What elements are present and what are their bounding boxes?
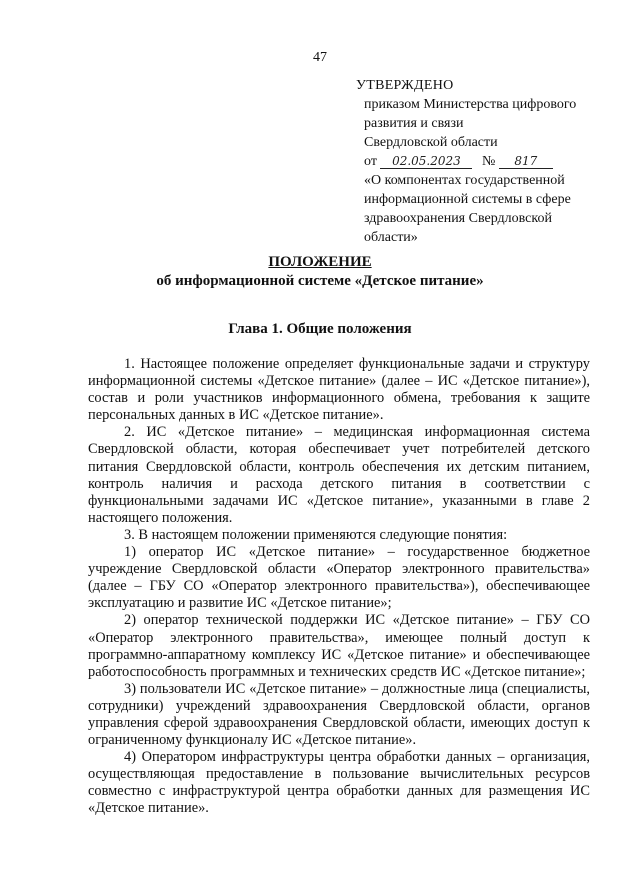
- approval-line: Свердловской области: [364, 135, 498, 150]
- document-subtitle: об информационной системе «Детское питание»: [156, 273, 484, 289]
- document-title: ПОЛОЖЕНИЕ: [268, 254, 372, 270]
- paragraph: 1. Настоящее положение определяет функциональные задачи и структуру информационной системы «Детское питание» (далее – ИС «Детское питание»), состав и роли участников информационного обмена, требования к защите персональных данных в ИС «Детское питание».: [88, 356, 590, 424]
- paragraph: 2) оператор технической поддержки ИС «Детское питание» – ГБУ СО «Оператор электронного правительства», имеющее полный доступ к программно-аппаратному комплексу ИС «Детское питание» и обеспечивающее работоспособность программных и технических средств ИС «Детское питание»;: [88, 612, 590, 680]
- paragraph: 3) пользователи ИС «Детское питание» – должностные лица (специалисты, сотрудники) учреждений здравоохранения Свердловской области, органов управления сферой здравоохранения Свердловской области, имеющих доступ к ограниченному функционалу ИС «Детское питание».: [88, 680, 590, 749]
- order-title-line: области»: [364, 230, 418, 245]
- date-prefix: от: [364, 154, 377, 169]
- order-title-line: «О компонентах государственной: [364, 173, 565, 188]
- approval-block: [356, 76, 596, 247]
- order-title-line: здравоохранения Свердловской: [364, 211, 552, 226]
- approval-title: УТВЕРЖДЕНО: [356, 78, 454, 93]
- handwritten-number: 817: [499, 154, 553, 169]
- paragraph: 2. ИС «Детское питание» – медицинская информационная система Свердловской области, которая обеспечивает учет потребителей детского питания Свердловской области, контроль обеспечения их детским питанием, контроль наличия и расхода детского питания в соответствии с функциональными задачами ИС «Детское питание», указанными в главе 2 настоящего положения.: [88, 424, 590, 526]
- document-body: [88, 356, 590, 818]
- order-title-line: информационной системы в сфере: [364, 192, 571, 207]
- handwritten-date: 02.05.2023: [380, 154, 472, 169]
- paragraph: 1) оператор ИС «Детское питание» – государственное бюджетное учреждение Свердловской области «Оператор электронного правительства» (далее – ГБУ СО «Оператор электронного правительства»), обеспечивающее эксплуатацию и развитие ИС «Детское питание»;: [88, 544, 590, 612]
- number-prefix: №: [481, 154, 496, 169]
- approval-line: развития и связи: [364, 116, 464, 131]
- approval-line: приказом Министерства цифрового: [364, 97, 577, 112]
- approval-date-line: [356, 152, 596, 171]
- page-number: 47: [313, 50, 327, 65]
- document-title-block: [0, 253, 640, 291]
- chapter-heading: Глава 1. Общие положения: [228, 321, 412, 337]
- paragraph: 4) Оператором инфраструктуры центра обработки данных – организация, осуществляющая предоставление в пользование вычислительных ресурсов совместно с инфраструктурой центра обработки данных для размещения ИС «Детское питание».: [88, 749, 590, 817]
- paragraph: 3. В настоящем положении применяются следующие понятия:: [124, 526, 508, 543]
